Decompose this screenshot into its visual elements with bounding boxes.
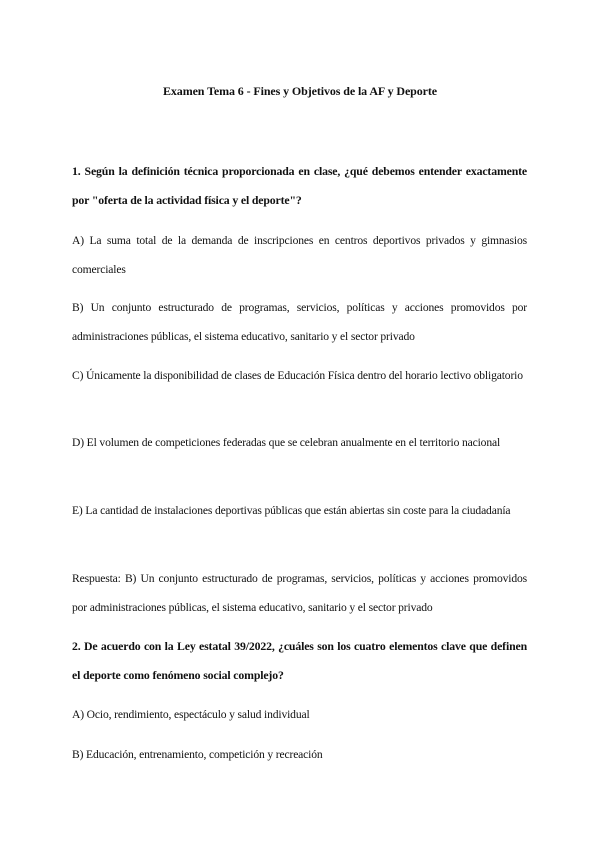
question-1-option-b: B) Un conjunto estructurado de programas, servicios, políticas y acciones promovidos por administraciones públicas, el sistema educativo, sanitario y el sector privado (72, 301, 527, 343)
question-2-option-b: B) Educación, entrenamiento, competición y recreación (72, 748, 323, 761)
question-1-option-c: C) Únicamente la disponibilidad de clases de Educación Física dentro del horario lectivo obligatorio (72, 369, 523, 382)
question-1-option-d: D) El volumen de competiciones federadas que se celebran anualmente en el territorio nacional (72, 436, 501, 449)
question-1-prompt: 1. Según la definición técnica proporcionada en clase, ¿qué debemos entender exactamente por "oferta de la actividad física y el deporte"? (72, 164, 527, 207)
question-2-prompt: 2. De acuerdo con la Ley estatal 39/2022, ¿cuáles son los cuatro elementos clave que definen el deporte como fenómeno social complejo? (72, 639, 527, 682)
question-2-option-a: A) Ocio, rendimiento, espectáculo y salud individual (72, 708, 310, 721)
question-1-option-a: A) La suma total de la demanda de inscripciones en centros deportivos privados y gimnasios comerciales (72, 234, 527, 276)
question-1-option-e: E) La cantidad de instalaciones deportivas públicas que están abiertas sin coste para la ciudadanía (72, 504, 511, 517)
question-1-answer: Respuesta: B) Un conjunto estructurado de programas, servicios, políticas y acciones promovidos por administraciones públicas, el sistema educativo, sanitario y el sector privado (72, 572, 527, 614)
exam-title: Examen Tema 6 - Fines y Objetivos de la AF y Deporte (162, 84, 437, 98)
